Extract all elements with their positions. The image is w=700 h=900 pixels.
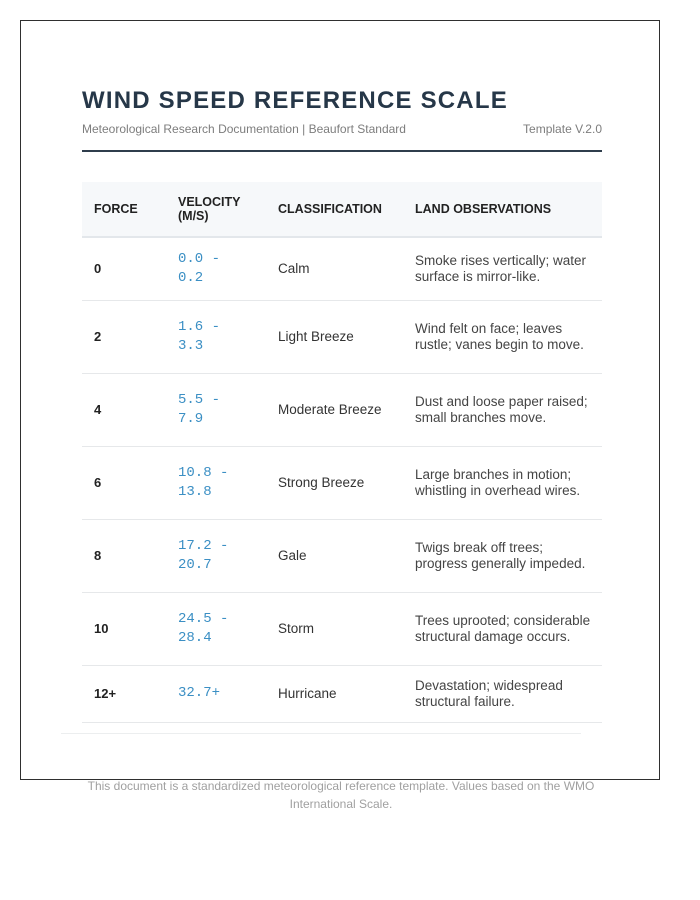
table-header-row xyxy=(82,182,602,237)
table-row xyxy=(82,237,602,300)
document-page xyxy=(20,20,660,780)
classification-cell: Storm xyxy=(268,592,405,665)
force-cell: 4 xyxy=(82,373,166,446)
column-header-classification: CLASSIFICATION xyxy=(268,182,405,237)
table-row xyxy=(82,519,602,592)
velocity-cell: 1.6 - 3.3 xyxy=(166,300,268,373)
velocity-cell: 0.0 - 0.2 xyxy=(166,237,268,300)
classification-cell: Strong Breeze xyxy=(268,446,405,519)
table-row xyxy=(82,446,602,519)
footer-note: This document is a standardized meteorological reference template. Values based on the WMO International Scale. xyxy=(87,779,595,811)
velocity-cell: 10.8 - 13.8 xyxy=(166,446,268,519)
observation-cell: Large branches in motion; whistling in overhead wires. xyxy=(405,446,602,519)
force-cell: 10 xyxy=(82,592,166,665)
observation-cell: Dust and loose paper raised; small branches move. xyxy=(405,373,602,446)
column-header-observations: LAND OBSERVATIONS xyxy=(405,182,602,237)
classification-cell: Calm xyxy=(268,237,405,300)
table-row xyxy=(82,592,602,665)
template-version: Template V.2.0 xyxy=(523,122,602,136)
velocity-cell: 5.5 - 7.9 xyxy=(166,373,268,446)
subtitle-row xyxy=(82,122,602,136)
table-row xyxy=(82,300,602,373)
observation-cell: Twigs break off trees; progress generally impeded. xyxy=(405,519,602,592)
velocity-cell: 17.2 - 20.7 xyxy=(166,519,268,592)
velocity-cell: 24.5 - 28.4 xyxy=(166,592,268,665)
force-cell: 12+ xyxy=(82,665,166,722)
table-row xyxy=(82,373,602,446)
classification-cell: Gale xyxy=(268,519,405,592)
velocity-cell: 32.7+ xyxy=(166,665,268,722)
column-header-velocity: VELOCITY (M/S) xyxy=(166,182,268,237)
observation-cell: Wind felt on face; leaves rustle; vanes begin to move. xyxy=(405,300,602,373)
force-cell: 6 xyxy=(82,446,166,519)
table-row xyxy=(82,665,602,722)
column-header-force: FORCE xyxy=(82,182,166,237)
observation-cell: Trees uprooted; considerable structural damage occurs. xyxy=(405,592,602,665)
header-divider xyxy=(82,150,602,152)
force-cell: 2 xyxy=(82,300,166,373)
document-subtitle: Meteorological Research Documentation | Beaufort Standard xyxy=(82,122,406,136)
footer-divider xyxy=(61,733,581,734)
classification-cell: Hurricane xyxy=(268,665,405,722)
classification-cell: Light Breeze xyxy=(268,300,405,373)
observation-cell: Smoke rises vertically; water surface is mirror-like. xyxy=(405,237,602,300)
observation-cell: Devastation; widespread structural failure. xyxy=(405,665,602,722)
classification-cell: Moderate Breeze xyxy=(268,373,405,446)
force-cell: 8 xyxy=(82,519,166,592)
force-cell: 0 xyxy=(82,237,166,300)
wind-scale-table xyxy=(82,182,602,723)
page-title: WIND SPEED REFERENCE SCALE xyxy=(82,87,508,114)
